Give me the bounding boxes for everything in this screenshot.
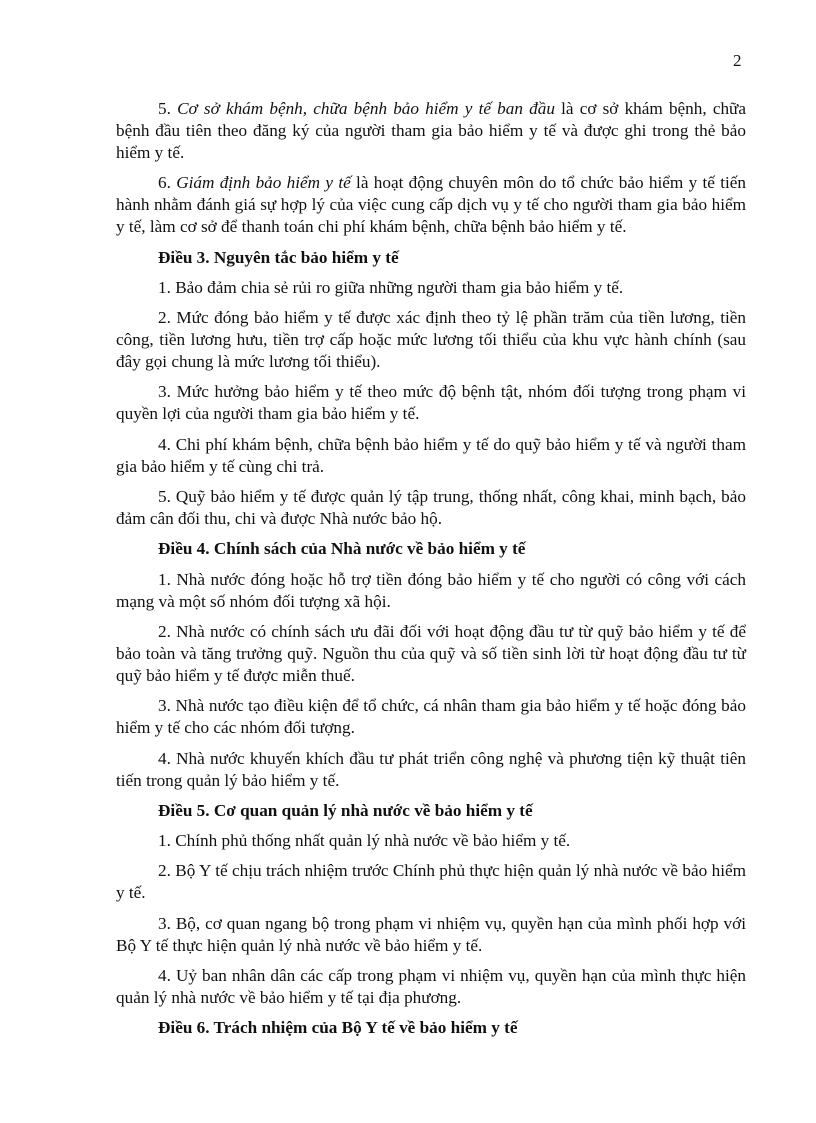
text-run: 1. Nhà nước đóng hoặc hỗ trợ tiền đóng bảo hiểm y tế cho người có công với cách mạng và một số nhóm đối tượng xã hội. xyxy=(116,569,746,611)
text-run: 4. Nhà nước khuyến khích đầu tư phát triển công nghệ và phương tiện kỹ thuật tiên tiến trong quản lý bảo hiểm y tế. xyxy=(116,748,746,790)
clause-paragraph xyxy=(116,381,746,425)
text-run: 1. Chính phủ thống nhất quản lý nhà nước về bảo hiểm y tế. xyxy=(158,831,571,851)
text-run: Điều 3. Nguyên tắc bảo hiểm y tế xyxy=(158,247,399,267)
text-run: 2. Bộ Y tế chịu trách nhiệm trước Chính phủ thực hiện quản lý nhà nước về bảo hiểm y tế. xyxy=(116,861,746,903)
clause-paragraph xyxy=(116,621,746,687)
clause-paragraph xyxy=(116,748,746,792)
defined-term: Cơ sở khám bệnh, chữa bệnh bảo hiểm y tế ban đầu xyxy=(177,99,555,118)
text-run: 5. Quỹ bảo hiểm y tế được quản lý tập trung, thống nhất, công khai, minh bạch, bảo đảm cân đối thu, chi và được Nhà nước bảo hộ. xyxy=(116,487,746,529)
clause-paragraph xyxy=(116,172,746,238)
text-run: 2. Nhà nước có chính sách ưu đãi đối với hoạt động đầu tư từ quỹ bảo hiểm y tế để bảo toàn và tăng trưởng quỹ. Nguồn thu của quỹ và số tiền sinh lời từ hoạt động đầu tư từ quỹ bảo hiểm y tế được miễn thuế. xyxy=(116,621,746,685)
page-number: 2 xyxy=(733,51,742,70)
clause-paragraph xyxy=(116,307,746,373)
text-run: 5. xyxy=(158,99,178,118)
clause-paragraph xyxy=(116,434,746,478)
clause-paragraph xyxy=(116,830,746,852)
text-run: 3. Bộ, cơ quan ngang bộ trong phạm vi nhiệm vụ, quyền hạn của mình phối hợp với Bộ Y tế thực hiện quản lý nhà nước về bảo hiểm y tế. xyxy=(116,913,746,955)
text-run: 1. Bảo đảm chia sẻ rủi ro giữa những người tham gia bảo hiểm y tế. xyxy=(158,277,624,297)
article-heading xyxy=(116,800,746,822)
article-heading xyxy=(116,538,746,560)
text-run: 4. Uỷ ban nhân dân các cấp trong phạm vi nhiệm vụ, quyền hạn của mình thực hiện quản lý nhà nước về bảo hiểm y tế tại địa phương. xyxy=(116,966,746,1008)
clause-paragraph xyxy=(116,277,746,299)
clause-paragraph xyxy=(116,486,746,530)
text-run: 2. Mức đóng bảo hiểm y tế được xác định theo tỷ lệ phần trăm của tiền lương, tiền công, tiền lương hưu, tiền trợ cấp hoặc mức lương tối thiểu của khu vực hành chính (sau đây gọi chung là mức lương tối thiểu). xyxy=(116,308,746,372)
article-heading xyxy=(116,1017,746,1039)
text-run: 3. Mức hưởng bảo hiểm y tế theo mức độ bệnh tật, nhóm đối tượng trong phạm vi quyền lợi của người tham gia bảo hiểm y tế. xyxy=(116,382,746,424)
clause-paragraph xyxy=(116,860,746,904)
clause-paragraph xyxy=(116,569,746,613)
document-body xyxy=(116,98,746,1048)
clause-paragraph xyxy=(116,98,746,164)
defined-term: Giám định bảo hiểm y tế xyxy=(176,173,351,193)
clause-paragraph xyxy=(116,913,746,957)
text-run: 3. Nhà nước tạo điều kiện để tổ chức, cá nhân tham gia bảo hiểm y tế hoặc đóng bảo hiểm y tế cho các nhóm đối tượng. xyxy=(116,696,746,738)
clause-paragraph xyxy=(116,965,746,1009)
article-heading xyxy=(116,247,746,269)
text-run: Điều 6. Trách nhiệm của Bộ Y tế về bảo hiểm y tế xyxy=(158,1018,518,1038)
text-run: 6. xyxy=(158,173,177,193)
clause-paragraph xyxy=(116,695,746,739)
text-run: Điều 5. Cơ quan quản lý nhà nước về bảo hiểm y tế xyxy=(158,800,533,820)
text-run: là hoạt động chuyên môn do tổ chức bảo hiểm y tế tiến hành nhằm đánh giá sự hợp lý của việc cung cấp dịch vụ y tế cho người tham gia bảo hiểm y tế, làm cơ sở để thanh toán chi phí khám bệnh, chữa bệnh bảo hiểm y tế. xyxy=(116,173,746,237)
text-run: 4. Chi phí khám bệnh, chữa bệnh bảo hiểm y tế do quỹ bảo hiểm y tế và người tham gia bảo hiểm y tế cùng chi trả. xyxy=(116,434,746,476)
text-run: Điều 4. Chính sách của Nhà nước về bảo hiểm y tế xyxy=(158,539,526,559)
text-run: là cơ sở khám bệnh, chữa bệnh đầu tiên theo đăng ký của người tham gia bảo hiểm y tế và được ghi trong thẻ bảo hiểm y tế. xyxy=(116,99,746,162)
